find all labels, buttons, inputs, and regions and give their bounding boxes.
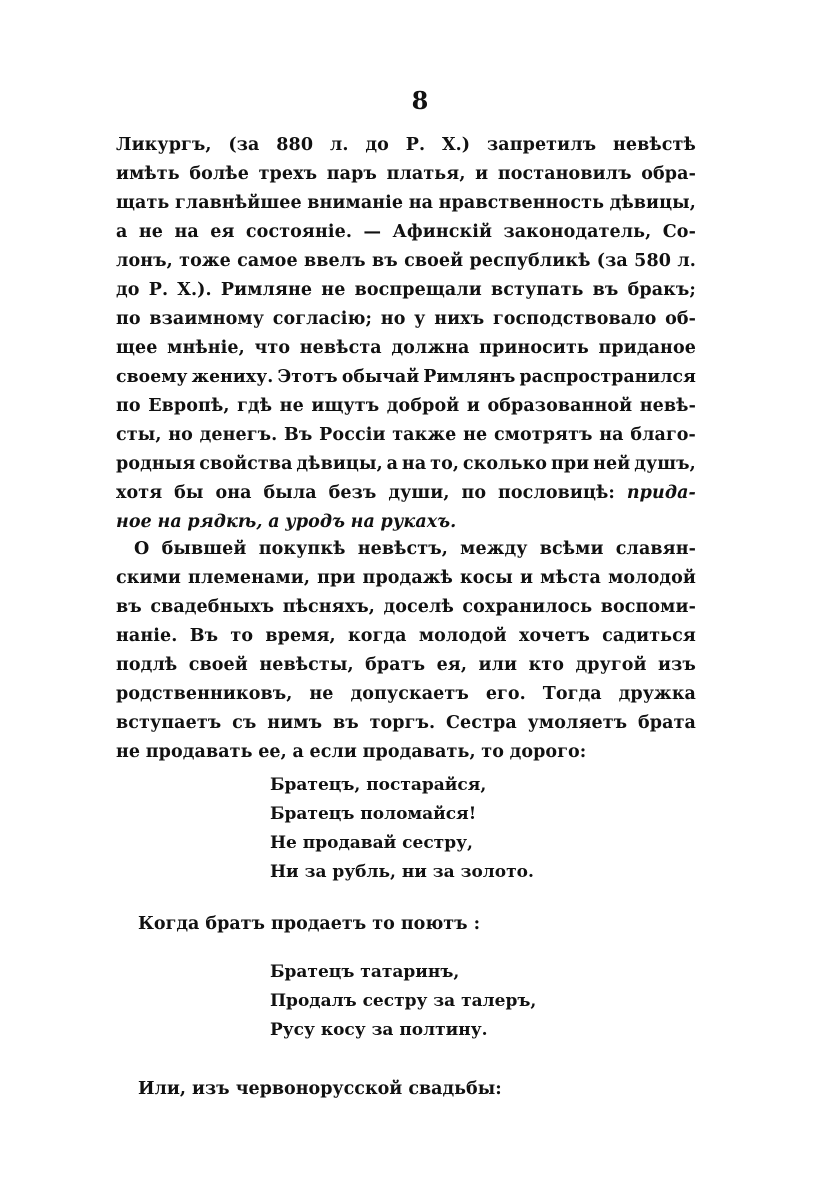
verse-line: Братецъ, постарайся, bbox=[270, 775, 487, 795]
word: умоляетъ bbox=[527, 713, 628, 733]
word: кто bbox=[528, 655, 565, 675]
word: всѣми bbox=[539, 539, 604, 559]
text-line bbox=[116, 218, 696, 247]
text-line bbox=[116, 421, 696, 450]
word: подлѣ bbox=[116, 655, 178, 675]
word: Р. bbox=[148, 280, 169, 300]
word: въ bbox=[592, 280, 619, 300]
word: если bbox=[309, 742, 358, 762]
word: душъ, bbox=[634, 454, 696, 474]
word: пѣсняхъ, bbox=[282, 597, 375, 617]
word: и bbox=[475, 164, 489, 184]
word: доброй bbox=[386, 396, 460, 416]
word: Европѣ, bbox=[148, 396, 230, 416]
word: допускаетъ bbox=[350, 684, 469, 704]
word: самое bbox=[237, 251, 298, 271]
text-line bbox=[116, 160, 696, 189]
word: л. bbox=[677, 251, 696, 271]
word: на bbox=[350, 512, 375, 532]
text-line bbox=[116, 709, 696, 738]
word: невѣсты, bbox=[259, 655, 354, 675]
word: запретилъ bbox=[487, 135, 597, 155]
word: паръ bbox=[326, 164, 377, 184]
word: не bbox=[116, 742, 141, 762]
word: прида- bbox=[626, 483, 696, 503]
word: смотрятъ bbox=[493, 425, 593, 445]
verse-line: Продалъ сестру за талеръ, bbox=[270, 991, 537, 1011]
word: свадебныхъ bbox=[150, 597, 275, 617]
word: ней bbox=[593, 454, 631, 474]
verse-intro-line: Или, изъ червонорусской свадьбы: bbox=[138, 1079, 502, 1099]
text-line bbox=[116, 450, 696, 479]
word: ея bbox=[210, 222, 235, 242]
word: об- bbox=[665, 309, 696, 329]
word: въ bbox=[372, 251, 398, 271]
word: безъ bbox=[328, 483, 377, 503]
word: распространился bbox=[519, 367, 696, 387]
word: бывшей bbox=[161, 539, 247, 559]
word: должна bbox=[391, 338, 470, 358]
word: покупкѣ bbox=[258, 539, 346, 559]
word: Сестра bbox=[446, 713, 517, 733]
word: доселѣ bbox=[383, 597, 454, 617]
verse-sister-plea bbox=[270, 771, 534, 887]
verse-line: Ни за рубль, ни за золото. bbox=[270, 862, 534, 882]
word: (за bbox=[596, 251, 628, 271]
word: своей bbox=[188, 655, 248, 675]
paragraph-marriage-customs bbox=[116, 131, 696, 537]
word: дорого: bbox=[509, 742, 587, 762]
word: ее, bbox=[258, 742, 287, 762]
word: мѣста bbox=[540, 568, 601, 588]
word: не bbox=[279, 396, 304, 416]
word: скими bbox=[116, 568, 181, 588]
word: между bbox=[460, 539, 528, 559]
word: родственниковъ, bbox=[116, 684, 293, 704]
text-line bbox=[116, 131, 696, 160]
word: состояніе. bbox=[245, 222, 353, 242]
word: дружка bbox=[618, 684, 696, 704]
word: республикѣ bbox=[469, 251, 591, 271]
word: а bbox=[292, 742, 304, 762]
word: въ bbox=[116, 597, 142, 617]
text-line bbox=[116, 189, 696, 218]
word: платья, bbox=[386, 164, 466, 184]
word: не bbox=[463, 425, 488, 445]
word: Въ bbox=[284, 425, 313, 445]
word: О bbox=[134, 539, 150, 559]
word: невѣста bbox=[299, 338, 382, 358]
word: 580 bbox=[634, 251, 672, 271]
word: то, bbox=[430, 454, 460, 474]
word: садиться bbox=[602, 626, 696, 646]
word: у bbox=[414, 309, 426, 329]
word: ное bbox=[116, 512, 152, 532]
paragraph-bride-purchase bbox=[116, 535, 696, 767]
word: сты, bbox=[116, 425, 162, 445]
text-line bbox=[116, 651, 696, 680]
word: трехъ bbox=[258, 164, 318, 184]
word: главнѣйшее bbox=[174, 193, 302, 213]
verse-line: Братецъ татаринъ, bbox=[270, 962, 460, 982]
word: обычай bbox=[341, 367, 420, 387]
word: не bbox=[309, 684, 334, 704]
word: его. bbox=[485, 684, 526, 704]
word: въ bbox=[332, 713, 359, 733]
word: уродъ bbox=[285, 512, 346, 532]
word: своей bbox=[404, 251, 464, 271]
word: до bbox=[116, 280, 140, 300]
word: лонъ, bbox=[116, 251, 173, 271]
word: приданое bbox=[598, 338, 696, 358]
word: продавать bbox=[145, 742, 253, 762]
word: Р. bbox=[405, 135, 426, 155]
word: невѣстѣ bbox=[612, 135, 696, 155]
word: Россіи bbox=[319, 425, 386, 445]
word: вниманіе bbox=[307, 193, 404, 213]
verse-line: Русу косу за полтину. bbox=[270, 1020, 488, 1040]
word: образованной bbox=[487, 396, 633, 416]
word: что bbox=[254, 338, 291, 358]
word: имѣть bbox=[116, 164, 180, 184]
word: продажѣ bbox=[362, 568, 453, 588]
word: братъ bbox=[365, 655, 426, 675]
word: пословицѣ: bbox=[498, 483, 615, 503]
word: а bbox=[116, 222, 128, 242]
word: молодой bbox=[608, 568, 696, 588]
word: господствовало bbox=[492, 309, 657, 329]
word: воспрещали bbox=[354, 280, 482, 300]
text-line bbox=[116, 535, 696, 564]
word: но bbox=[168, 425, 193, 445]
word: на bbox=[408, 193, 434, 213]
word: она bbox=[215, 483, 252, 503]
word: дѣвицы, bbox=[296, 454, 383, 474]
word: изъ bbox=[658, 655, 696, 675]
word: по bbox=[116, 309, 141, 329]
word: болѣе bbox=[189, 164, 249, 184]
word: щее bbox=[116, 338, 158, 358]
word: или bbox=[478, 655, 518, 675]
text-line bbox=[116, 479, 696, 508]
text-line bbox=[116, 508, 696, 537]
word: обра- bbox=[641, 164, 696, 184]
word: свойства bbox=[199, 454, 293, 474]
word: ищутъ bbox=[311, 396, 380, 416]
word: хочетъ bbox=[518, 626, 590, 646]
word: торгъ. bbox=[369, 713, 436, 733]
word: души, bbox=[388, 483, 450, 503]
text-line bbox=[116, 363, 696, 392]
word: до bbox=[365, 135, 389, 155]
text-line bbox=[116, 247, 696, 276]
word: рядкѣ, bbox=[187, 512, 263, 532]
word: воспоми- bbox=[600, 597, 696, 617]
word: приносить bbox=[479, 338, 589, 358]
word: ввелъ bbox=[303, 251, 366, 271]
word: дѣвицы, bbox=[609, 193, 696, 213]
verse-brother-sold bbox=[270, 958, 536, 1045]
page-number: 8 bbox=[411, 86, 429, 115]
word: бракъ; bbox=[627, 280, 696, 300]
word: не bbox=[138, 222, 164, 242]
word: при bbox=[550, 454, 590, 474]
word: косы bbox=[460, 568, 513, 588]
word: Ликургъ, bbox=[116, 135, 212, 155]
word: невѣстъ, bbox=[357, 539, 448, 559]
word: Афинскій bbox=[392, 222, 493, 242]
word: не bbox=[321, 280, 346, 300]
word: то bbox=[230, 626, 254, 646]
word: славян- bbox=[615, 539, 696, 559]
word: жениху. bbox=[191, 367, 274, 387]
word: нимъ bbox=[267, 713, 323, 733]
word: законодатель, bbox=[503, 222, 652, 242]
word: X.). bbox=[177, 280, 212, 300]
text-line bbox=[116, 276, 696, 305]
text-line bbox=[116, 392, 696, 421]
word: молодой bbox=[418, 626, 507, 646]
text-line bbox=[116, 334, 696, 363]
word: а bbox=[268, 512, 280, 532]
word: на bbox=[174, 222, 199, 242]
text-line bbox=[116, 622, 696, 651]
word: другой bbox=[575, 655, 647, 675]
word: а bbox=[386, 454, 399, 474]
word: невѣ- bbox=[639, 396, 696, 416]
word: хотя bbox=[116, 483, 163, 503]
word: по bbox=[116, 396, 141, 416]
word: вступаетъ bbox=[116, 713, 222, 733]
word: щать bbox=[116, 193, 170, 213]
text-line bbox=[116, 564, 696, 593]
word: и bbox=[466, 396, 480, 416]
word: денегъ. bbox=[199, 425, 278, 445]
word: на bbox=[599, 425, 624, 445]
word: сохранилось bbox=[462, 597, 593, 617]
word: вступать bbox=[490, 280, 584, 300]
word: наніе. bbox=[116, 626, 178, 646]
text-line bbox=[116, 680, 696, 709]
text-line bbox=[116, 738, 696, 767]
word: Со- bbox=[662, 222, 696, 242]
word: своему bbox=[116, 367, 188, 387]
word: также bbox=[392, 425, 457, 445]
word: и bbox=[519, 568, 534, 588]
word: племенами, bbox=[188, 568, 311, 588]
verse-line: Братецъ поломайся! bbox=[270, 804, 477, 824]
word: постановилъ bbox=[497, 164, 632, 184]
word: гдѣ bbox=[237, 396, 273, 416]
word: (за bbox=[228, 135, 260, 155]
word: на bbox=[157, 512, 182, 532]
word: взаимному bbox=[149, 309, 265, 329]
word: согласію; bbox=[272, 309, 373, 329]
word: время, bbox=[265, 626, 336, 646]
word: 880 bbox=[276, 135, 314, 155]
text-line bbox=[116, 305, 696, 334]
word: по bbox=[461, 483, 487, 503]
word: Тогда bbox=[542, 684, 602, 704]
word: Этотъ bbox=[277, 367, 338, 387]
word: брата bbox=[638, 713, 696, 733]
word: съ bbox=[232, 713, 257, 733]
word: л. bbox=[329, 135, 349, 155]
word: ея, bbox=[436, 655, 468, 675]
word: благо- bbox=[630, 425, 696, 445]
word: то bbox=[481, 742, 504, 762]
verse-intro-line: Когда братъ продаетъ то поютъ : bbox=[138, 914, 481, 934]
word: X.) bbox=[441, 135, 471, 155]
verse-line: Не продавай сестру, bbox=[270, 833, 473, 853]
word: но bbox=[380, 309, 406, 329]
word: бы bbox=[174, 483, 204, 503]
word: Римляне bbox=[220, 280, 313, 300]
word: Римлянъ bbox=[423, 367, 516, 387]
text-line bbox=[116, 593, 696, 622]
word: на bbox=[401, 454, 427, 474]
word: когда bbox=[348, 626, 407, 646]
word: была bbox=[263, 483, 317, 503]
word: — bbox=[363, 222, 382, 242]
word: нравственность bbox=[438, 193, 605, 213]
word: при bbox=[317, 568, 356, 588]
word: тоже bbox=[179, 251, 231, 271]
word: родныя bbox=[116, 454, 196, 474]
word: сколько bbox=[462, 454, 548, 474]
word: рукахъ. bbox=[380, 512, 457, 532]
word: мнѣніе, bbox=[167, 338, 245, 358]
word: продавать, bbox=[362, 742, 476, 762]
word: Въ bbox=[189, 626, 219, 646]
word: нихъ bbox=[434, 309, 485, 329]
